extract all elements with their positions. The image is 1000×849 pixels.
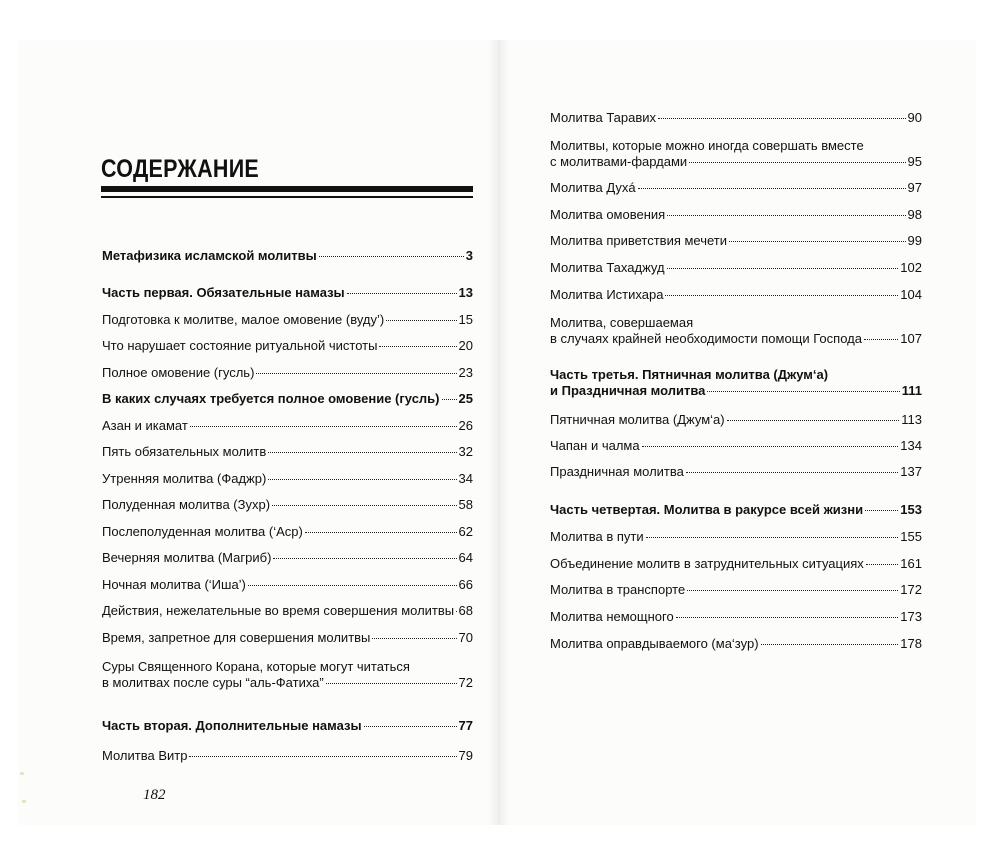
toc-entry-line: [102, 471, 473, 487]
toc-entry: [550, 582, 922, 598]
dot-leader: [268, 478, 456, 480]
toc-entry-title: Подготовка к молитве, малое омовение (вуду’): [102, 312, 385, 327]
toc-entry-line: [102, 497, 473, 513]
toc-entry-line: [550, 502, 922, 518]
toc-entry-line: [102, 675, 473, 691]
toc-entry: [102, 418, 473, 434]
toc-entry-line: [550, 464, 922, 480]
toc-entry-line: [550, 110, 922, 126]
toc-entry-line: [102, 312, 473, 328]
page-stain: [20, 772, 24, 775]
toc-entry-line: [102, 748, 473, 764]
toc-entry: [102, 471, 473, 487]
toc-entry-title: Время, запретное для совершения молитвы: [102, 630, 371, 645]
toc-entry-line: [550, 582, 922, 598]
toc-entry-page: 77: [458, 718, 473, 733]
toc-entry: [550, 412, 922, 428]
toc-entry: [550, 609, 922, 625]
dot-leader: [642, 445, 899, 447]
toc-entry-title: Молитва оправдываемого (ма‘зур): [550, 636, 759, 651]
toc-entry-line: [102, 577, 473, 593]
toc-entry-page: 66: [458, 577, 473, 592]
toc-entry-title: с молитвами-фардами: [550, 154, 688, 169]
dot-leader: [866, 563, 899, 565]
dot-leader: [273, 557, 456, 559]
toc-entry-title: Молитва в пути: [550, 529, 644, 544]
toc-entry-title: Азан и икамат: [102, 418, 188, 433]
toc-entry-page: 178: [900, 636, 922, 651]
toc-entry-page: 173: [900, 609, 922, 624]
dot-leader: [305, 531, 457, 533]
title-rule-thin: [101, 196, 473, 198]
toc-entry: [550, 502, 922, 518]
toc-entry-page: 172: [900, 582, 922, 597]
toc-entry-title: Молитва Витр: [102, 748, 188, 763]
toc-entry-line: [550, 154, 922, 170]
toc-entry: [102, 444, 473, 460]
toc-entry: [102, 748, 473, 764]
dot-leader: [248, 584, 457, 586]
toc-entry-line: [102, 338, 473, 354]
toc-entry: [550, 315, 922, 347]
toc-entry-title: Полуденная молитва (Зухр): [102, 497, 271, 512]
toc-entry: [550, 556, 922, 572]
toc-entry: [550, 260, 922, 276]
dot-leader: [689, 161, 905, 163]
dot-leader: [707, 390, 899, 392]
book-gutter: [488, 40, 510, 825]
toc-title: СОДЕРЖАНИЕ: [101, 155, 260, 183]
toc-entry-page: 26: [458, 418, 473, 433]
toc-entry-title: Молитва Таравих: [550, 110, 657, 125]
toc-entry-title: Метафизика исламской молитвы: [102, 248, 317, 263]
toc-entry-line: [102, 603, 473, 619]
toc-entry-line: [102, 550, 473, 566]
dot-leader: [729, 240, 906, 242]
dot-leader: [864, 338, 898, 340]
toc-entry-line: [102, 285, 473, 301]
toc-entry: [550, 180, 922, 196]
toc-entry-line: [550, 383, 922, 399]
toc-entry-page: 98: [907, 207, 922, 222]
toc-entry-line: [102, 365, 473, 381]
toc-entry-page: 58: [458, 497, 473, 512]
toc-entry-line: [102, 718, 473, 734]
page-stain: [22, 800, 26, 803]
toc-entry: [102, 338, 473, 354]
toc-entry-title: Молитва немощного: [550, 609, 674, 624]
toc-entry: [550, 207, 922, 223]
toc-entry: [102, 603, 473, 619]
toc-entry: [102, 550, 473, 566]
toc-entry-page: 99: [907, 233, 922, 248]
dot-leader: [687, 589, 898, 591]
toc-entry-page: 72: [458, 675, 473, 690]
toc-entry-title: Молитва в транспорте: [550, 582, 686, 597]
toc-entry: [102, 524, 473, 540]
toc-entry: [550, 287, 922, 303]
dot-leader: [646, 536, 899, 538]
toc-entry-page: 102: [900, 260, 922, 275]
toc-entry-title: в молитвах после суры “аль-Фатиха”: [102, 675, 324, 690]
toc-entry-page: 3: [465, 248, 473, 263]
dot-leader: [272, 504, 457, 506]
toc-entry-page: 64: [458, 550, 473, 565]
toc-entry: [550, 636, 922, 652]
toc-entry-page: 20: [458, 338, 473, 353]
toc-entry-line: [550, 529, 922, 545]
toc-entry-title: Пять обязательных молитв: [102, 444, 267, 459]
toc-entry-line: [102, 444, 473, 460]
toc-entry-title: Утренняя молитва (Фаджр): [102, 471, 267, 486]
toc-entry: [102, 630, 473, 646]
toc-entry-page: 104: [900, 287, 922, 302]
toc-entry: [550, 367, 922, 399]
toc-entry-page: 155: [900, 529, 922, 544]
dot-leader: [761, 643, 899, 645]
toc-entry-page: 68: [458, 603, 473, 618]
toc-entry: [102, 497, 473, 513]
toc-entry-text-line1: Молитвы, которые можно иногда совершать вместе: [550, 138, 864, 153]
toc-entry-page: 15: [458, 312, 473, 327]
toc-entry-title: Часть вторая. Дополнительные намазы: [102, 718, 362, 733]
toc-entry: [550, 233, 922, 249]
toc-entry-title: Послеполуденная молитва (‘Аср): [102, 524, 303, 539]
toc-entry: [102, 365, 473, 381]
dot-leader: [676, 616, 899, 618]
dot-leader: [665, 294, 898, 296]
dot-leader: [268, 451, 456, 453]
toc-entry-page: 25: [458, 391, 473, 406]
toc-entry-page: 113: [901, 412, 922, 427]
toc-entry-line: [550, 636, 922, 652]
toc-entry-text-line1: Суры Священного Корана, которые могут читаться: [102, 659, 410, 674]
dot-leader: [256, 372, 456, 374]
toc-entry-page: 79: [458, 748, 473, 763]
toc-entry-page: 13: [458, 285, 473, 300]
toc-entry-line: [550, 438, 922, 454]
toc-entry: [102, 577, 473, 593]
dot-leader: [667, 267, 899, 269]
toc-entry-title: Часть первая. Обязательные намазы: [102, 285, 345, 300]
toc-entry-title: Полное омовение (гусль): [102, 365, 255, 380]
dot-leader: [686, 471, 898, 473]
toc-entry-title: Ночная молитва (‘Иша’): [102, 577, 246, 592]
toc-entry: [550, 438, 922, 454]
toc-entry: [102, 285, 473, 301]
toc-entry-title: Часть четвертая. Молитва в ракурсе всей жизни: [550, 502, 864, 517]
toc-entry-title: в случаях крайней необходимости помощи Господа: [550, 331, 862, 346]
toc-entry-line: [550, 331, 922, 347]
dot-leader: [364, 725, 457, 727]
toc-entry-title: Молитва Истихара: [550, 287, 664, 302]
toc-entry-line: [102, 524, 473, 540]
dot-leader: [379, 345, 456, 347]
toc-entry-line: [102, 248, 473, 264]
toc-entry-line: [550, 556, 922, 572]
toc-entry-title: Действия, нежелательные во время совершения молитвы: [102, 603, 455, 618]
toc-entry-title: Объединение молитв в затруднительных ситуациях: [550, 556, 864, 571]
toc-entry-page: 90: [907, 110, 922, 125]
dot-leader: [727, 419, 900, 421]
dot-leader: [442, 398, 457, 400]
toc-entry: [102, 391, 473, 407]
toc-entry-title: Что нарушает состояние ритуальной чистоты: [102, 338, 378, 353]
toc-entry: [102, 312, 473, 328]
toc-entry: [102, 248, 473, 264]
dot-leader: [658, 117, 905, 119]
dot-leader: [638, 187, 906, 189]
toc-entry-page: 70: [458, 630, 473, 645]
toc-entry-title: Молитва Духá: [550, 180, 636, 195]
title-rule-thick: [101, 186, 473, 192]
dot-leader: [667, 214, 905, 216]
dot-leader: [386, 319, 456, 321]
toc-entry-title: и Праздничная молитва: [550, 383, 706, 398]
toc-entry-line: [550, 207, 922, 223]
dot-leader: [347, 292, 457, 294]
toc-entry-line: [102, 418, 473, 434]
toc-entry-line: [550, 260, 922, 276]
toc-entry-title: Вечерняя молитва (Магриб): [102, 550, 272, 565]
toc-entry-title: Молитва омовения: [550, 207, 666, 222]
toc-entry-line: [102, 630, 473, 646]
toc-entry-line: [550, 180, 922, 196]
toc-entry-page: 134: [900, 438, 922, 453]
toc-entry-page: 32: [458, 444, 473, 459]
toc-entry-page: 97: [907, 180, 922, 195]
toc-entry-title: Чапан и чалма: [550, 438, 640, 453]
toc-entry-title: Праздничная молитва: [550, 464, 684, 479]
toc-entry-text-line1: Молитва, совершаемая: [550, 315, 694, 330]
toc-entry: [550, 138, 922, 170]
toc-entry-line: [550, 609, 922, 625]
dot-leader: [319, 255, 464, 257]
dot-leader: [190, 425, 457, 427]
toc-entry-page: 137: [900, 464, 922, 479]
dot-leader: [865, 509, 898, 511]
dot-leader: [189, 755, 456, 757]
toc-entry-page: 34: [458, 471, 473, 486]
toc-entry: [550, 110, 922, 126]
toc-entry-page: 161: [900, 556, 922, 571]
toc-entry: [102, 718, 473, 734]
toc-entry-page: 62: [458, 524, 473, 539]
toc-entry-text-line1: Часть третья. Пятничная молитва (Джум‘а): [550, 367, 829, 382]
toc-entry-line: [550, 412, 922, 428]
toc-entry-title: В каких случаях требуется полное омовение (гусль): [102, 391, 440, 406]
dot-leader: [372, 637, 456, 639]
toc-entry-page: 153: [900, 502, 922, 517]
toc-entry-page: 23: [458, 365, 473, 380]
toc-entry-title: Молитва приветствия мечети: [550, 233, 728, 248]
toc-entry-page: 111: [901, 383, 922, 398]
dot-leader: [326, 682, 457, 684]
toc-entry-line: [550, 233, 922, 249]
toc-entry-page: 95: [907, 154, 922, 169]
toc-entry-line: [102, 391, 473, 407]
toc-entry-page: 107: [900, 331, 922, 346]
toc-entry: [550, 464, 922, 480]
toc-entry-line: [550, 287, 922, 303]
toc-entry: [102, 659, 473, 691]
toc-entry-title: Пятничная молитва (Джум‘а): [550, 412, 725, 427]
toc-entry-title: Молитва Тахаджуд: [550, 260, 665, 275]
toc-entry: [550, 529, 922, 545]
page-number: 182: [143, 787, 166, 803]
